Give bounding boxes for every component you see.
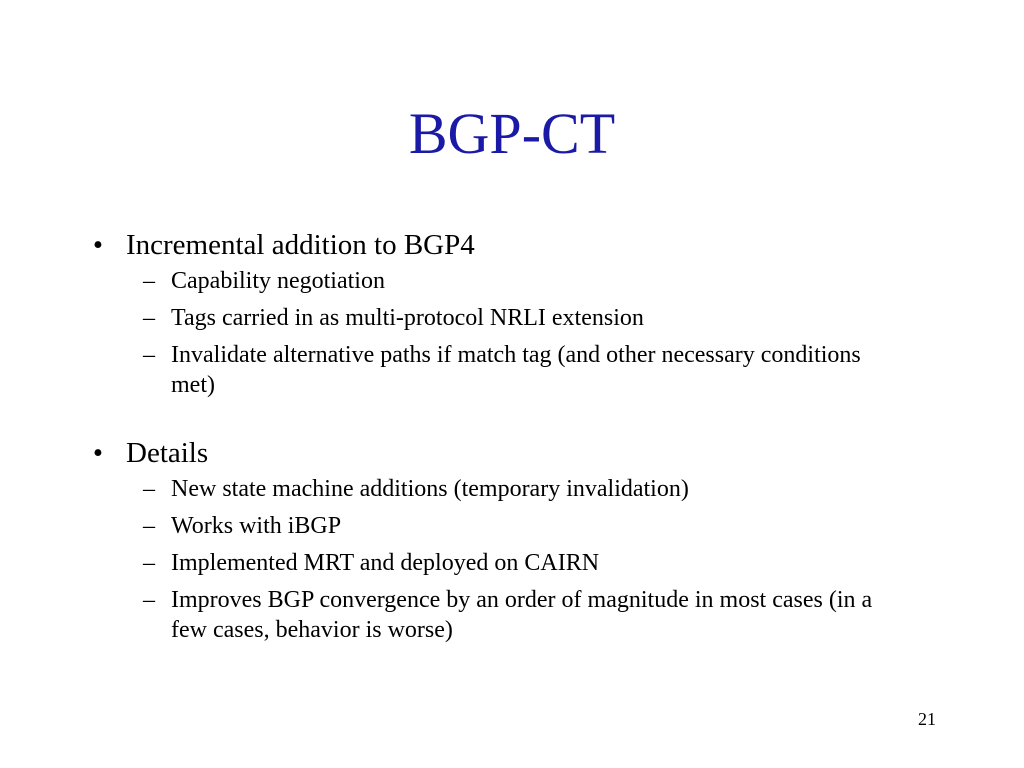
bullet-details <box>86 434 906 472</box>
sub-item <box>86 474 906 504</box>
sub-item <box>86 303 906 333</box>
sub-item-text: New state machine additions (temporary invalidation) <box>171 476 689 502</box>
sub-item <box>86 548 906 578</box>
sub-list <box>86 266 906 400</box>
sub-marker: – <box>143 342 155 368</box>
sub-marker: – <box>143 550 155 576</box>
bullet-incremental-addition <box>86 226 906 264</box>
sub-item <box>86 266 906 296</box>
slide-body <box>86 226 906 652</box>
sub-item-text: Invalidate alternative paths if match tag (and other necessary conditions met) <box>171 342 861 398</box>
bullet-marker: • <box>92 229 104 261</box>
sub-item-text: Works with iBGP <box>171 513 342 539</box>
sub-marker: – <box>143 268 155 294</box>
sub-item <box>86 585 906 645</box>
sub-item <box>86 340 906 400</box>
sub-marker: – <box>143 305 155 331</box>
bullet-marker: • <box>92 437 104 469</box>
sub-item-text: Tags carried in as multi-protocol NRLI extension <box>171 305 644 331</box>
sub-marker: – <box>143 513 155 539</box>
sub-item-text: Improves BGP convergence by an order of magnitude in most cases (in a few cases, behavior is worse) <box>171 587 873 643</box>
sub-item-text: Capability negotiation <box>171 268 385 294</box>
bullet-text: Details <box>126 437 209 469</box>
slide-title: BGP-CT <box>408 101 616 166</box>
section-gap <box>86 407 906 434</box>
sub-marker: – <box>143 476 155 502</box>
bullet-text: Incremental addition to BGP4 <box>126 229 475 261</box>
sub-list <box>86 474 906 645</box>
sub-item-text: Implemented MRT and deployed on CAIRN <box>171 550 600 576</box>
page-number: 21 <box>918 709 936 729</box>
sub-item <box>86 511 906 541</box>
sub-marker: – <box>143 587 155 613</box>
